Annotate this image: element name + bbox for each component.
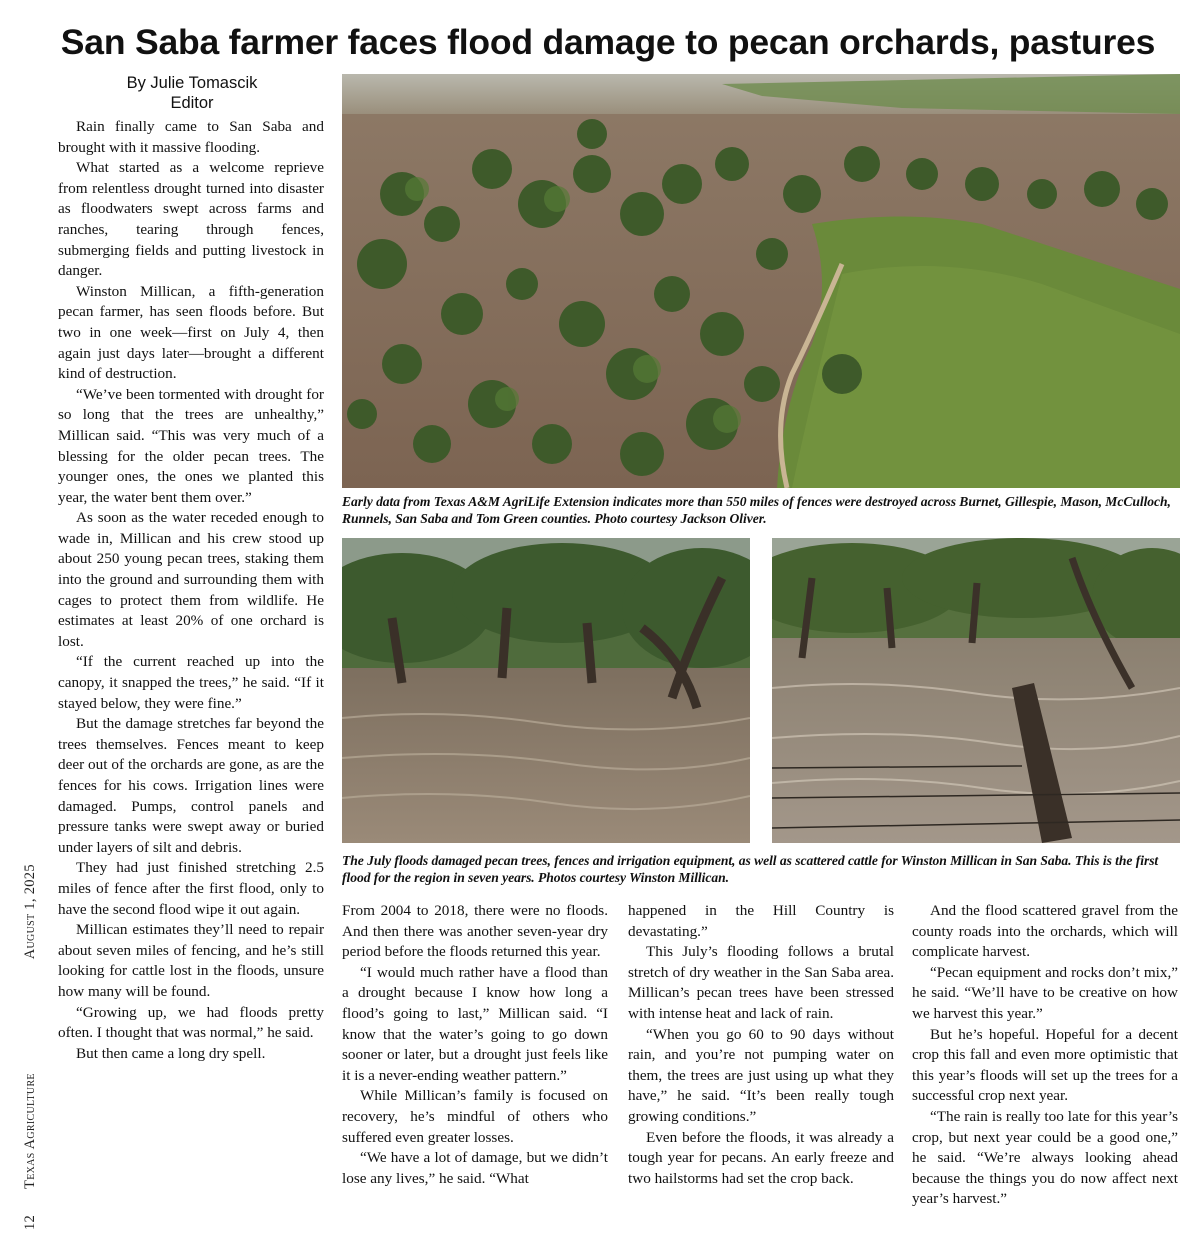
paragraph: “Pecan equipment and rocks don’t mix,” he said. “We’ll have to be creative on how we harvest this year.” <box>912 963 1178 1022</box>
paragraph: And the flood scattered gravel from the county roads into the orchards, which will complicate harvest. <box>912 902 1178 961</box>
paragraph: “If the current reached up into the canopy, it snapped the trees,” he said. “If it stayed below, they were fine.” <box>58 653 324 712</box>
paragraph: “The rain is really too late for this year’s crop, but next year could be a good one,” he said. “We’re always looking ahead because the things you do now affect next year’s harvest.” <box>912 1107 1178 1208</box>
paragraph: Rain finally came to San Saba and brought with it massive flooding. <box>58 118 324 156</box>
article-column-3 <box>628 901 894 1189</box>
paragraph: While Millican’s family is focused on recovery, he’s mindful of others who suffered even greater losses. <box>342 1087 608 1146</box>
paragraph: This July’s flooding follows a brutal stretch of dry weather in the San Saba area. Millican’s pecan trees have been stressed with intense heat and lack of rain. <box>628 943 894 1022</box>
flooded-fence-photo-icon <box>772 538 1180 843</box>
flooded-pecan-orchard-photo <box>342 538 750 843</box>
page-folio <box>22 864 39 1230</box>
article-column-2 <box>342 901 608 1189</box>
paragraph: From 2004 to 2018, there were no floods. And then there was another seven-year dry period before the floods returned this year. <box>342 902 608 961</box>
flooded-pecan-orchard-photo-icon <box>342 538 750 843</box>
paragraph: Millican estimates they’ll need to repair about seven miles of fencing, and he’s still looking for cattle lost in the floods, unsure how many will be found. <box>58 921 324 1000</box>
article-column-4 <box>912 901 1178 1210</box>
byline <box>58 74 326 113</box>
paragraph: What started as a welcome reprieve from relentless drought turned into disaster as floodwaters swept across farms and ranches, tearing through fences, submerging fields and putting livestock in danger. <box>58 159 324 280</box>
article-column-1 <box>58 117 324 1064</box>
paragraph: “I would much rather have a flood than a drought because I know how long a flood’s going to last,” Millican said. “I know that the water’s going to go down sooner or later, but a drought just feels like it is a never-ending weather pattern.” <box>342 963 608 1084</box>
paragraph: Even before the floods, it was already a tough year for pecans. An early freeze and two hailstorms had set the crop back. <box>628 1128 894 1187</box>
page-number: 12 <box>22 1214 38 1230</box>
byline-author: By Julie Tomascik <box>126 74 258 92</box>
paragraph: But he’s hopeful. Hopeful for a decent crop this fall and even more optimistic that this year’s floods will set up the trees for a successful crop next year. <box>912 1025 1178 1105</box>
paragraph: “Growing up, we had floods pretty often. I thought that was normal,” he said. <box>58 1003 324 1042</box>
publication-name: Texas Agriculture <box>22 1073 38 1189</box>
paragraph: But the damage stretches far beyond the trees themselves. Fences meant to keep deer out of the orchards are gone, as are the fences for his cows. Irrigation lines were damaged. Pumps, control panels and pressure tanks were swept away or buried under layers of silt and debris. <box>58 715 324 856</box>
aerial-flood-photo <box>342 74 1180 488</box>
headline: San Saba farmer faces flood damage to pecan orchards, pastures <box>60 22 1156 62</box>
flooded-fence-photo <box>772 538 1180 843</box>
paragraph: Winston Millican, a fifth-generation pecan farmer, has seen floods before. But two in one week—first on July 4, then again just days later—brought a different kind of destruction. <box>58 282 324 383</box>
paragraph: “We’ve been tormented with drought for so long that the trees are unhealthy,” Millican said. “This was very much of a blessing for the older pecan trees. The younger ones, the ones we planted this year, the water bent them over.” <box>58 385 324 506</box>
paragraph: But then came a long dry spell. <box>76 1044 266 1062</box>
paragraph: They had just finished stretching 2.5 miles of fence after the first flood, only to have the second flood wipe it out again. <box>58 859 324 918</box>
paragraph: “When you go 60 to 90 days without rain, and you’re not pumping water on them, the trees are just using up what they have,” he said. “It’s been really tough growing conditions.” <box>628 1025 894 1125</box>
photo-caption-bottom: The July floods damaged pecan trees, fences and irrigation equipment, as well as scattered cattle for Winston Millican in San Saba. This is the first flood for the region in seven years. Photos courtesy Winston Millican. <box>342 853 1159 885</box>
paragraph: As soon as the water receded enough to wade in, Millican and his crew stood up about 250 young pecan trees, staking them into the ground and surrounding them with cages to protect them from wildlife. He estimates at least 20% of one orchard is lost. <box>58 509 324 650</box>
byline-role: Editor <box>170 93 214 112</box>
paragraph: “We have a lot of damage, but we didn’t lose any lives,” he said. “What <box>342 1149 608 1187</box>
paragraph: happened in the Hill Country is devastating.” <box>628 902 894 940</box>
issue-date: August 1, 2025 <box>22 864 38 960</box>
photo-caption-top: Early data from Texas A&M AgriLife Extension indicates more than 550 miles of fences were destroyed across Burnet, Gillespie, Mason, McCulloch, Runnels, San Saba and Tom Green counties. Photo courtesy Jackson Oliver. <box>342 494 1171 526</box>
aerial-flood-photo-icon <box>342 74 1180 488</box>
